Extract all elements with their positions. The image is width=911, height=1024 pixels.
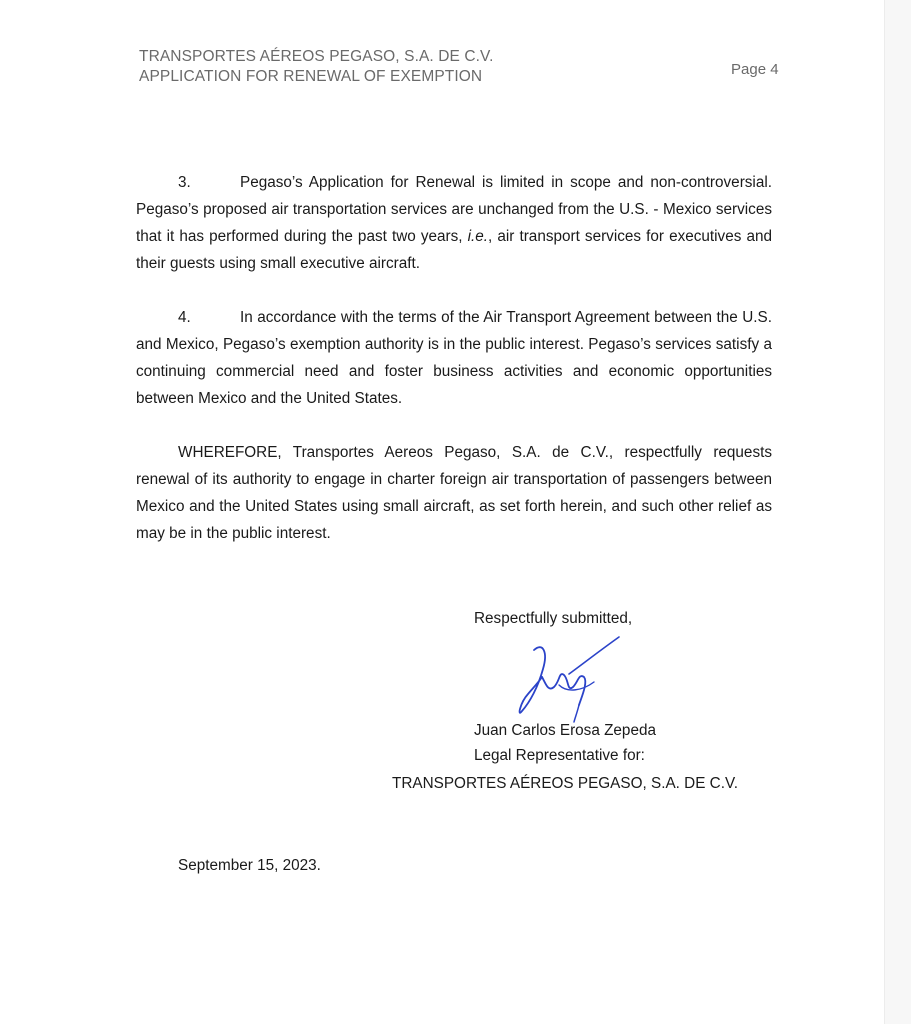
page-number: Page 4 (731, 61, 779, 78)
paragraph-number: 4. (178, 309, 191, 326)
wherefore-paragraph: WHEREFORE, Transportes Aereos Pegaso, S.A. de C.V., respectfully requests renewal of its authority to engage in charter foreign air transportation of passengers between Mexico and the United States using small aircraft, as set forth herein, and such other relief as may be in the public interest. (136, 444, 772, 542)
paragraph-text: In accordance with the terms of the Air Transport Agreement between the U.S. and Mexico, Pegaso’s exemption authority is in the public interest. Pegaso’s services satisfy a continuing commercial need and foster business activities and economic opportunities between Mexico and the United States. (136, 309, 772, 407)
closing-salutation: Respectfully submitted, (474, 610, 633, 627)
header-company-line: TRANSPORTES AÉREOS PEGASO, S.A. DE C.V. (139, 48, 494, 65)
paragraph-3 (136, 169, 772, 277)
document-header (139, 47, 493, 87)
paragraph-text: Pegaso’s Application for Renewal is limited in scope and non-controversial. Pegaso’s proposed air transportation services are unchanged from the U.S. - Mexico services that it has performed during the past two years, (136, 174, 772, 245)
paragraph-text-continued: , air transport services for executives and their guests using small executive aircraft. (136, 228, 772, 272)
signer-title: Legal Representative for: (474, 747, 645, 764)
paragraph-4 (136, 304, 772, 412)
handwritten-signature-icon (512, 632, 630, 722)
page-edge (884, 0, 911, 1024)
document-body (136, 169, 772, 574)
document-date: September 15, 2023. (178, 857, 321, 874)
paragraph-number: 3. (178, 174, 191, 191)
header-document-line: APPLICATION FOR RENEWAL OF EXEMPTION (139, 68, 483, 85)
signer-company: TRANSPORTES AÉREOS PEGASO, S.A. DE C.V. (392, 775, 738, 792)
signer-name: Juan Carlos Erosa Zepeda (474, 722, 656, 739)
paragraph-emphasis: i.e. (467, 228, 489, 245)
